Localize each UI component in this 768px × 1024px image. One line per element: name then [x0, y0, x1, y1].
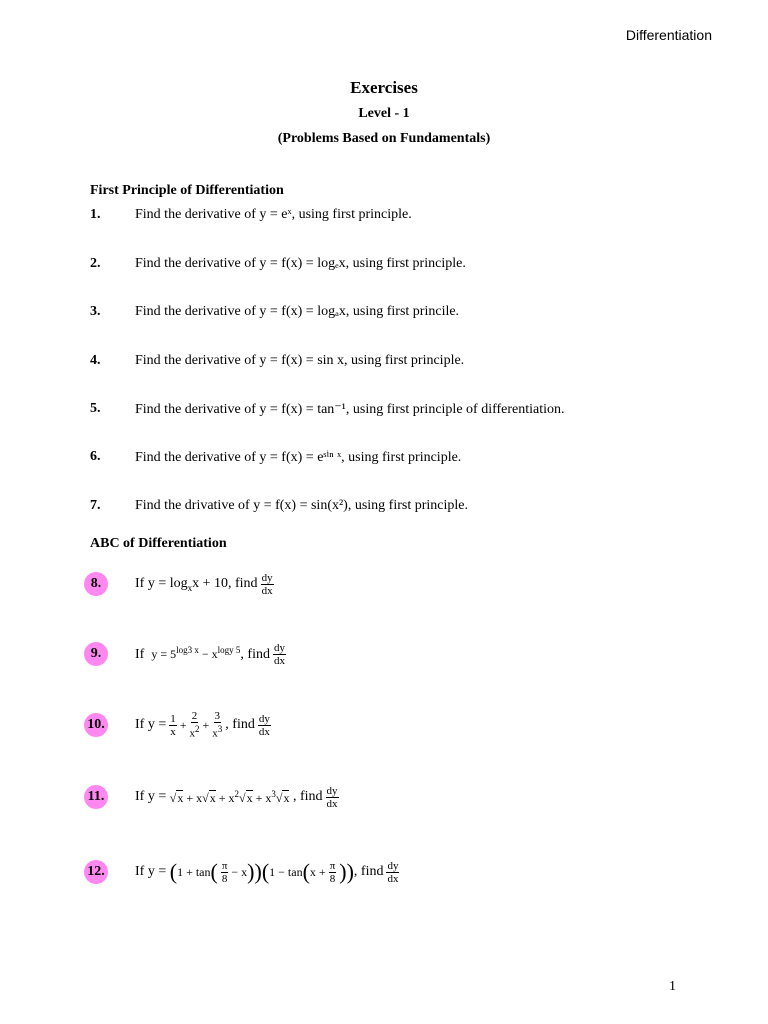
problem-text: Find the derivative of y = f(x) = eˢⁱⁿ ˣ, using first principle. — [135, 449, 462, 465]
problem-5 — [90, 398, 565, 420]
problem-number: 1. — [90, 207, 101, 222]
problem-number-badge: 9. — [84, 642, 108, 666]
problem-3 — [90, 301, 459, 323]
problem-number: 4. — [90, 353, 101, 368]
problem-number-badge: 12. — [84, 860, 108, 884]
problem-8-formula: If $y = \log_xx + 10$, find $\frac{dy}{dx}$ — [135, 571, 273, 597]
problem-text: Find the derivative of y = f(x) = logₐx, using first princile. — [135, 304, 460, 319]
problem-7 — [90, 495, 468, 517]
problem-1 — [90, 204, 412, 226]
problem-text: Find the drivative of y = f(x) = sin(x²), using first principle. — [135, 498, 468, 513]
problem-6 — [90, 446, 461, 468]
problem-number: 7. — [90, 498, 101, 513]
problem-9-formula: If $y = 5^{log3 x} - x^{logy 5}$, find $\frac{dy}{dx}$ — [135, 641, 285, 667]
section-heading-abc: ABC of Differentiation — [90, 536, 227, 551]
problem-number: 6. — [90, 449, 101, 464]
problem-text: Find the derivative of y = f(x) = sin x, using first principle. — [135, 353, 465, 368]
problem-number-badge: 8. — [84, 572, 108, 596]
problem-text: Find the derivative of y = eˣ, using first principle. — [135, 207, 412, 222]
problem-number: 5. — [90, 401, 101, 416]
problem-number: 2. — [90, 256, 101, 271]
subtitle: (Problems Based on Fundamentals) — [277, 131, 491, 146]
problem-number: 3. — [90, 304, 101, 319]
problem-text: Find the derivative of y = f(x) = tan⁻¹, using first principle of differentiation. — [135, 401, 565, 417]
page-title: Exercises — [350, 78, 418, 97]
problem-10-formula: If y = $\frac{1}{x}$ + $\frac{2}{x^2}$ + $\frac{3}{x^3}$ , find $\frac{dy}{dx}$ — [135, 710, 270, 740]
problem-12-formula: If y = ( 1 + tan ( $\frac{\pi}{8}$ − x ) ) ( 1 − tan ( x + $\frac{\pi}{8}$ ) ) , find $\frac{dy}{dx}$ — [135, 859, 399, 885]
problem-11-formula: If y = $√x + x√x + x^2√x + x^3√x$ , find $\frac{dy}{dx}$ — [135, 784, 338, 810]
problem-number-badge: 11. — [84, 785, 108, 809]
problem-text: Find the derivative of y = f(x) = logₑx, using first principle. — [135, 256, 466, 271]
running-header: Differentiation — [625, 27, 712, 43]
problem-4 — [90, 350, 464, 372]
level-heading: Level - 1 — [358, 106, 410, 121]
section-heading-first-principle: First Principle of Differentiation — [90, 183, 284, 198]
problem-2 — [90, 253, 466, 275]
problem-number-badge: 10. — [84, 713, 108, 737]
page-number: 1 — [669, 979, 676, 994]
